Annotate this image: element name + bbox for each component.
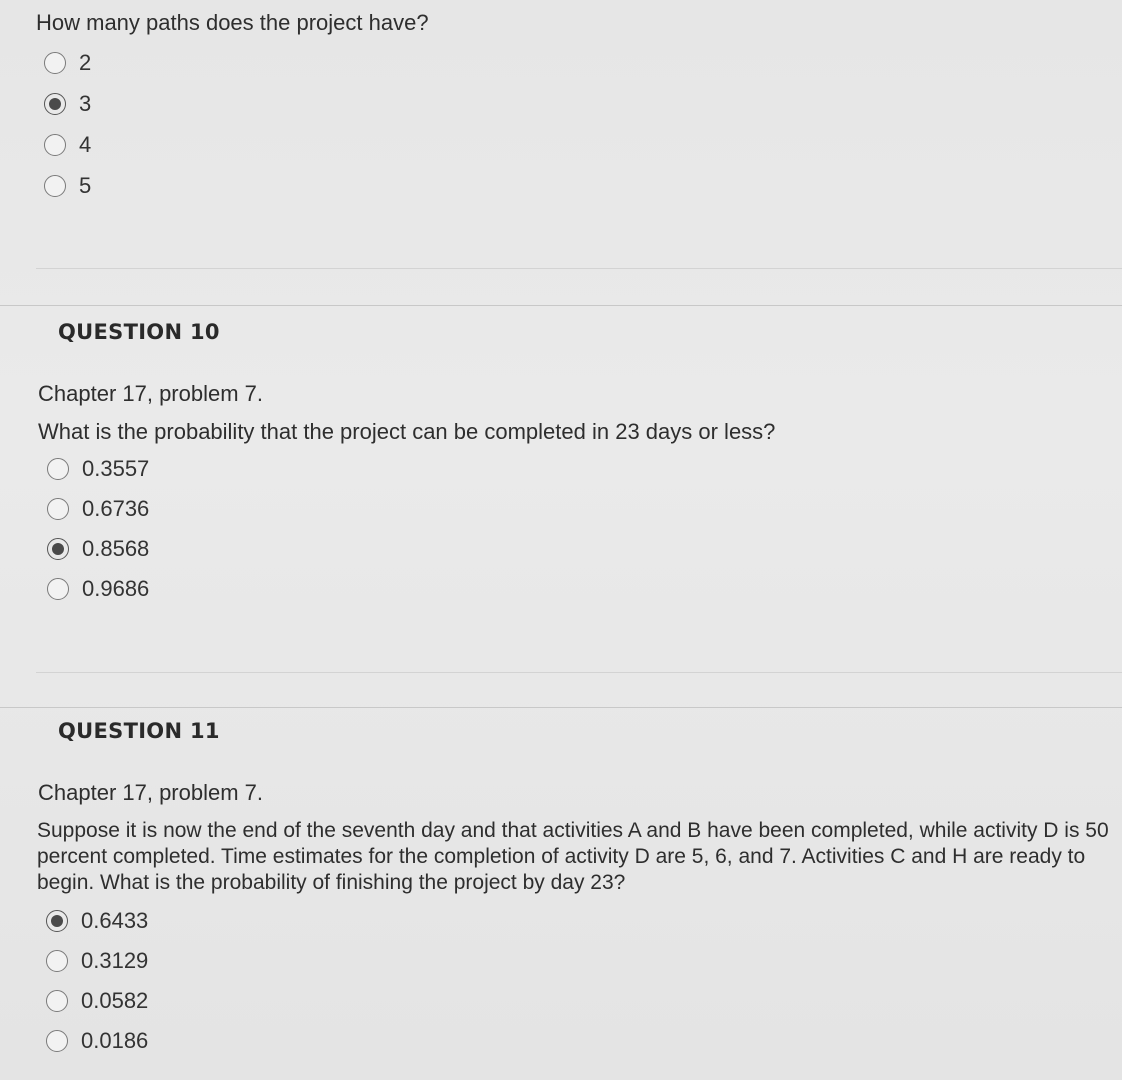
q10-option-0-9686[interactable] bbox=[47, 574, 149, 604]
option-label: 3 bbox=[79, 91, 92, 116]
question-10-prompt: What is the probability that the project can be completed in 23 days or less? bbox=[38, 419, 776, 444]
q11-option-0-0186[interactable] bbox=[46, 1026, 148, 1056]
divider bbox=[36, 268, 1122, 269]
option-label: 0.6433 bbox=[81, 908, 149, 933]
option-label: 0.8568 bbox=[82, 536, 150, 561]
option-label: 0.9686 bbox=[82, 576, 150, 601]
radio-button[interactable] bbox=[46, 990, 68, 1012]
option-label: 2 bbox=[79, 50, 92, 75]
radio-button[interactable] bbox=[47, 578, 69, 600]
option-label: 0.6736 bbox=[82, 496, 150, 521]
radio-button-selected[interactable] bbox=[46, 910, 68, 932]
radio-button-selected[interactable] bbox=[47, 538, 69, 560]
radio-button[interactable] bbox=[44, 134, 66, 156]
q10-option-0-6736[interactable] bbox=[47, 494, 149, 524]
q11-option-0-6433[interactable] bbox=[46, 906, 148, 936]
q11-option-0-3129[interactable] bbox=[46, 946, 148, 976]
option-label: 4 bbox=[79, 132, 92, 157]
question-separator bbox=[0, 305, 1122, 306]
q11-option-0-0582[interactable] bbox=[46, 986, 148, 1016]
radio-button[interactable] bbox=[47, 498, 69, 520]
question-10-chapter: Chapter 17, problem 7. bbox=[38, 381, 264, 406]
divider bbox=[36, 672, 1122, 673]
radio-button[interactable] bbox=[46, 1030, 68, 1052]
q9-option-2[interactable] bbox=[44, 48, 91, 78]
q10-option-0-8568[interactable] bbox=[47, 534, 149, 564]
radio-button[interactable] bbox=[44, 52, 66, 74]
option-label: 0.3129 bbox=[81, 948, 149, 973]
question-10-heading: QUESTION 10 bbox=[58, 320, 220, 344]
question-separator bbox=[0, 707, 1122, 708]
radio-button[interactable] bbox=[44, 175, 66, 197]
option-label: 0.3557 bbox=[82, 456, 150, 481]
question-11-prompt: Suppose it is now the end of the seventh day and that activities A and B have been completed, while activity D is 50 percent completed. Time estimates for the completion of activity D are 5, 6, and 7. Activities C and H are ready to begin. What is the probability of finishing the project by day 23? bbox=[37, 819, 1109, 894]
q9-option-3[interactable] bbox=[44, 89, 91, 119]
q10-option-0-3557[interactable] bbox=[47, 454, 149, 484]
radio-button-selected[interactable] bbox=[44, 93, 66, 115]
q9-option-4[interactable] bbox=[44, 130, 91, 160]
question-11-chapter: Chapter 17, problem 7. bbox=[38, 780, 264, 805]
option-label: 0.0582 bbox=[81, 988, 149, 1013]
q9-option-5[interactable] bbox=[44, 171, 91, 201]
option-label: 0.0186 bbox=[81, 1028, 149, 1053]
radio-button[interactable] bbox=[47, 458, 69, 480]
radio-button[interactable] bbox=[46, 950, 68, 972]
question-11-heading: QUESTION 11 bbox=[58, 719, 220, 743]
question-9-prompt: How many paths does the project have? bbox=[36, 10, 429, 35]
option-label: 5 bbox=[79, 173, 92, 198]
